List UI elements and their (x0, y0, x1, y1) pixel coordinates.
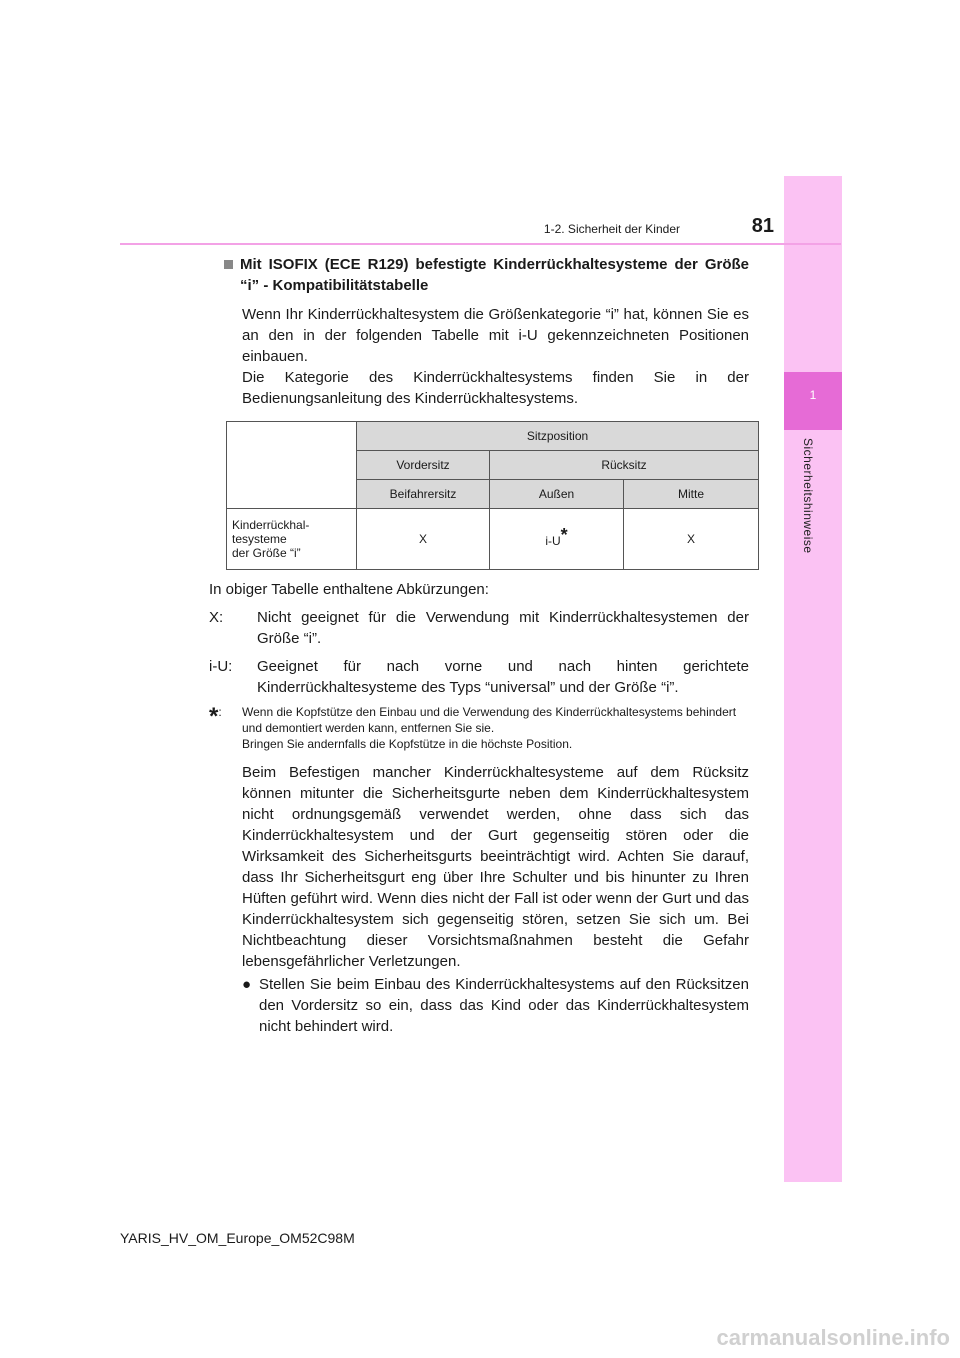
header-passenger-seat: Beifahrersitz (357, 480, 490, 509)
cell-passenger-value: X (357, 509, 490, 570)
bullet-item (209, 974, 749, 1037)
header-rear-seat: Rücksitz (490, 451, 759, 480)
chapter-label: Sicherheitshinweise (801, 438, 815, 554)
row-label-line-2: tesysteme (232, 532, 287, 546)
square-bullet-icon (224, 260, 233, 269)
abbreviation-desc: Geeignet für nach vorne und nach hinten gerichtete Kinderrückhaltesysteme des Typs “universal” und der Größe “i”. (257, 658, 749, 696)
abbreviation-key: X: (209, 609, 224, 626)
section-heading (209, 254, 749, 296)
footnote-line-1: Wenn die Kopfstütze den Einbau und die Verwendung des Kinderrückhaltesystems behindert und demontiert werden kann, entfernen Sie sie. (242, 705, 737, 735)
header-seat-position: Sitzposition (357, 422, 759, 451)
footnote-line-2: Bringen Sie andernfalls die Kopfstütze in die höchste Position. (242, 737, 573, 751)
abbreviation-desc: Nicht geeignet für die Verwendung mit Kinderrückhaltesystemen der Größe “i”. (257, 609, 749, 647)
cell-outer-value (490, 509, 624, 570)
row-label-line-1: Kinderrückhal- (232, 518, 310, 532)
page-number: 81 (751, 215, 774, 237)
footnote-text (242, 704, 749, 752)
document-footer: YARIS_HV_OM_Europe_OM52C98M (120, 1230, 355, 1246)
header-outer: Außen (490, 480, 624, 509)
header-divider (120, 243, 841, 245)
intro-line-1: Wenn Ihr Kinderrückhaltesystem die Größenkategorie “i” hat, können Sie es an den in der folgenden Tabelle mit i-U gekennzeichneten Positionen einbauen. (242, 306, 749, 365)
page-content (209, 254, 749, 1037)
chapter-sidebar (784, 176, 842, 1182)
footnote-star: * (209, 703, 219, 730)
section-title: 1-2. Sicherheit der Kinder (543, 222, 680, 236)
warning-paragraph: Beim Befestigen mancher Kinderrückhaltesysteme auf dem Rücksitz können mitunter die Sicherheitsgurte neben dem Kinderrückhaltesystem nicht ordnungsgemäß verwendet werden, ohne dass sich das Kinderrückhaltesystem und der Gurt gegenseitig stören oder die Wirksamkeit des Sicherheitsgurts beeinträchtigt wird. Achten Sie darauf, dass Ihr Sicherheitsgurt eng über Ihre Schulter und bis hinunter zu Ihren Hüften geführt wird. Wenn dies nicht der Fall ist oder wenn der Gurt und das Kinderrückhaltesystem sich gegenseitig stören, setzen Sie sich um. Bei Nichtbeachtung dieser Vorsichtsmaßnahmen besteht die Gefahr lebensgefährlicher Verletzungen. (242, 764, 749, 970)
compatibility-table (226, 421, 759, 570)
bullet-dot-icon (242, 974, 259, 1037)
abbreviation-item (209, 607, 749, 649)
watermark: carmanualsonline.info (716, 1325, 950, 1350)
asterisk-marker: * (560, 525, 568, 545)
cell-outer-text: i-U (545, 534, 561, 548)
abbreviation-key: i-U: (209, 658, 233, 675)
table-corner-cell (227, 422, 357, 509)
intro-paragraph (209, 304, 749, 409)
abbreviations-title: In obiger Tabelle enthaltene Abkürzungen: (209, 581, 489, 598)
header-front-seat: Vordersitz (357, 451, 490, 480)
footnote-colon: : (218, 705, 222, 719)
abbreviation-item (209, 656, 749, 698)
row-label (227, 509, 357, 570)
cell-middle-value: X (624, 509, 759, 570)
footnote-marker (209, 704, 242, 752)
footnote (209, 704, 749, 752)
header-middle: Mitte (624, 480, 759, 509)
chapter-tab-number: 1 (809, 388, 817, 402)
bullet-text: Stellen Sie beim Einbau des Kinderrückhaltesystems auf den Rücksitzen den Vordersitz so ein, dass das Kind oder das Kinderrückhaltesystem nicht behindert wird. (259, 976, 749, 1035)
row-label-line-3: der Größe “i” (232, 546, 301, 560)
section-heading-text: Mit ISOFIX (ECE R129) befestigte Kinderrückhaltesysteme der Größe “i” - Kompatibilitätstabelle (240, 256, 749, 294)
intro-line-2: Die Kategorie des Kinderrückhaltesystems finden Sie in der Bedienungsanleitung des Kinderrückhaltesystems. (242, 369, 749, 407)
